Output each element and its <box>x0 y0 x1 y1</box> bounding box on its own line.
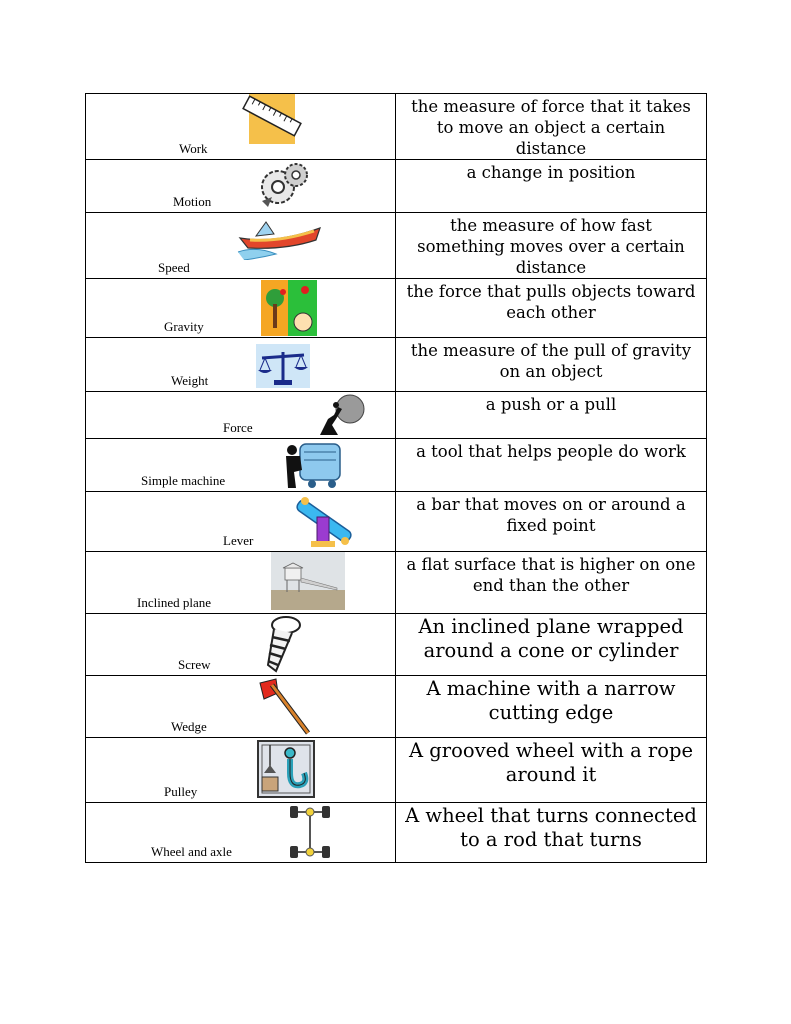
worker-machine-icon <box>282 440 344 490</box>
term-label: Inclined plane <box>137 595 211 610</box>
seesaw-icon <box>291 493 357 549</box>
definition-text: A machine with a narrow cutting edge <box>426 677 676 724</box>
term-cell <box>86 94 396 160</box>
pulley-hook-icon <box>256 739 316 799</box>
definition-text: A grooved wheel with a rope around it <box>409 739 693 786</box>
definition-cell <box>396 492 707 552</box>
term-label: Pulley <box>164 784 198 799</box>
speedboat-icon <box>236 216 322 260</box>
definition-cell <box>396 439 707 492</box>
term-label: Simple machine <box>141 473 226 488</box>
term-label: Lever <box>223 533 254 548</box>
definition-text: a bar that moves on or around a fixed point <box>416 495 686 535</box>
term-cell <box>86 213 396 279</box>
definition-text: the measure of how fast something moves over a certain distance <box>417 216 685 277</box>
definition-cell <box>396 160 707 213</box>
table-row <box>86 213 707 279</box>
wheel-axle-icon <box>286 804 334 862</box>
term-label: Motion <box>173 194 212 209</box>
table-row <box>86 676 707 738</box>
definition-cell <box>396 552 707 614</box>
definition-text: the measure of the pull of gravity on an object <box>410 341 692 381</box>
term-cell <box>86 738 396 803</box>
term-cell <box>86 492 396 552</box>
definition-cell <box>396 338 707 392</box>
screw-icon <box>258 615 304 673</box>
gears-icon <box>258 161 310 209</box>
definition-cell <box>396 94 707 160</box>
table-row <box>86 803 707 863</box>
term-label: Wedge <box>171 719 207 734</box>
term-label: Weight <box>171 373 209 388</box>
term-label: Gravity <box>164 319 204 334</box>
table-row <box>86 552 707 614</box>
axe-icon <box>254 677 314 735</box>
definition-text: a change in position <box>466 163 636 182</box>
table-row <box>86 439 707 492</box>
table-row <box>86 338 707 392</box>
table-row <box>86 160 707 213</box>
table-row <box>86 492 707 552</box>
vocabulary-table <box>85 93 707 863</box>
definition-text: a flat surface that is higher on one end than the other <box>406 555 696 595</box>
term-label: Force <box>223 420 253 435</box>
term-cell <box>86 676 396 738</box>
definition-cell <box>396 676 707 738</box>
definition-text: A wheel that turns connected to a rod that turns <box>405 804 697 851</box>
term-label: Screw <box>178 657 211 672</box>
apple-tree-icon <box>261 280 317 336</box>
balance-scale-icon <box>252 342 312 390</box>
definition-text: the measure of force that it takes to move an object a certain distance <box>411 97 691 158</box>
table-row <box>86 738 707 803</box>
table-row <box>86 614 707 676</box>
pushing-boulder-icon <box>314 393 370 437</box>
definition-cell <box>396 279 707 338</box>
term-cell <box>86 160 396 213</box>
table-row <box>86 392 707 439</box>
definition-cell <box>396 614 707 676</box>
term-cell <box>86 439 396 492</box>
definition-cell <box>396 738 707 803</box>
ruler-icon <box>241 94 303 144</box>
table-row <box>86 94 707 160</box>
term-label: Wheel and axle <box>151 844 232 859</box>
term-cell <box>86 614 396 676</box>
definition-text: a tool that helps people do work <box>416 442 686 461</box>
term-label: Speed <box>158 260 190 275</box>
term-cell <box>86 338 396 392</box>
definition-text: An inclined plane wrapped around a cone or cylinder <box>418 615 684 662</box>
ramp-photo-icon <box>271 552 345 610</box>
term-cell <box>86 392 396 439</box>
term-cell <box>86 552 396 614</box>
table-row <box>86 279 707 338</box>
definition-cell <box>396 213 707 279</box>
definition-text: the force that pulls objects toward each other <box>406 282 696 322</box>
term-cell <box>86 803 396 863</box>
term-label: Work <box>179 141 208 156</box>
definition-text: a push or a pull <box>485 395 617 414</box>
definition-cell <box>396 803 707 863</box>
term-cell <box>86 279 396 338</box>
definition-cell <box>396 392 707 439</box>
